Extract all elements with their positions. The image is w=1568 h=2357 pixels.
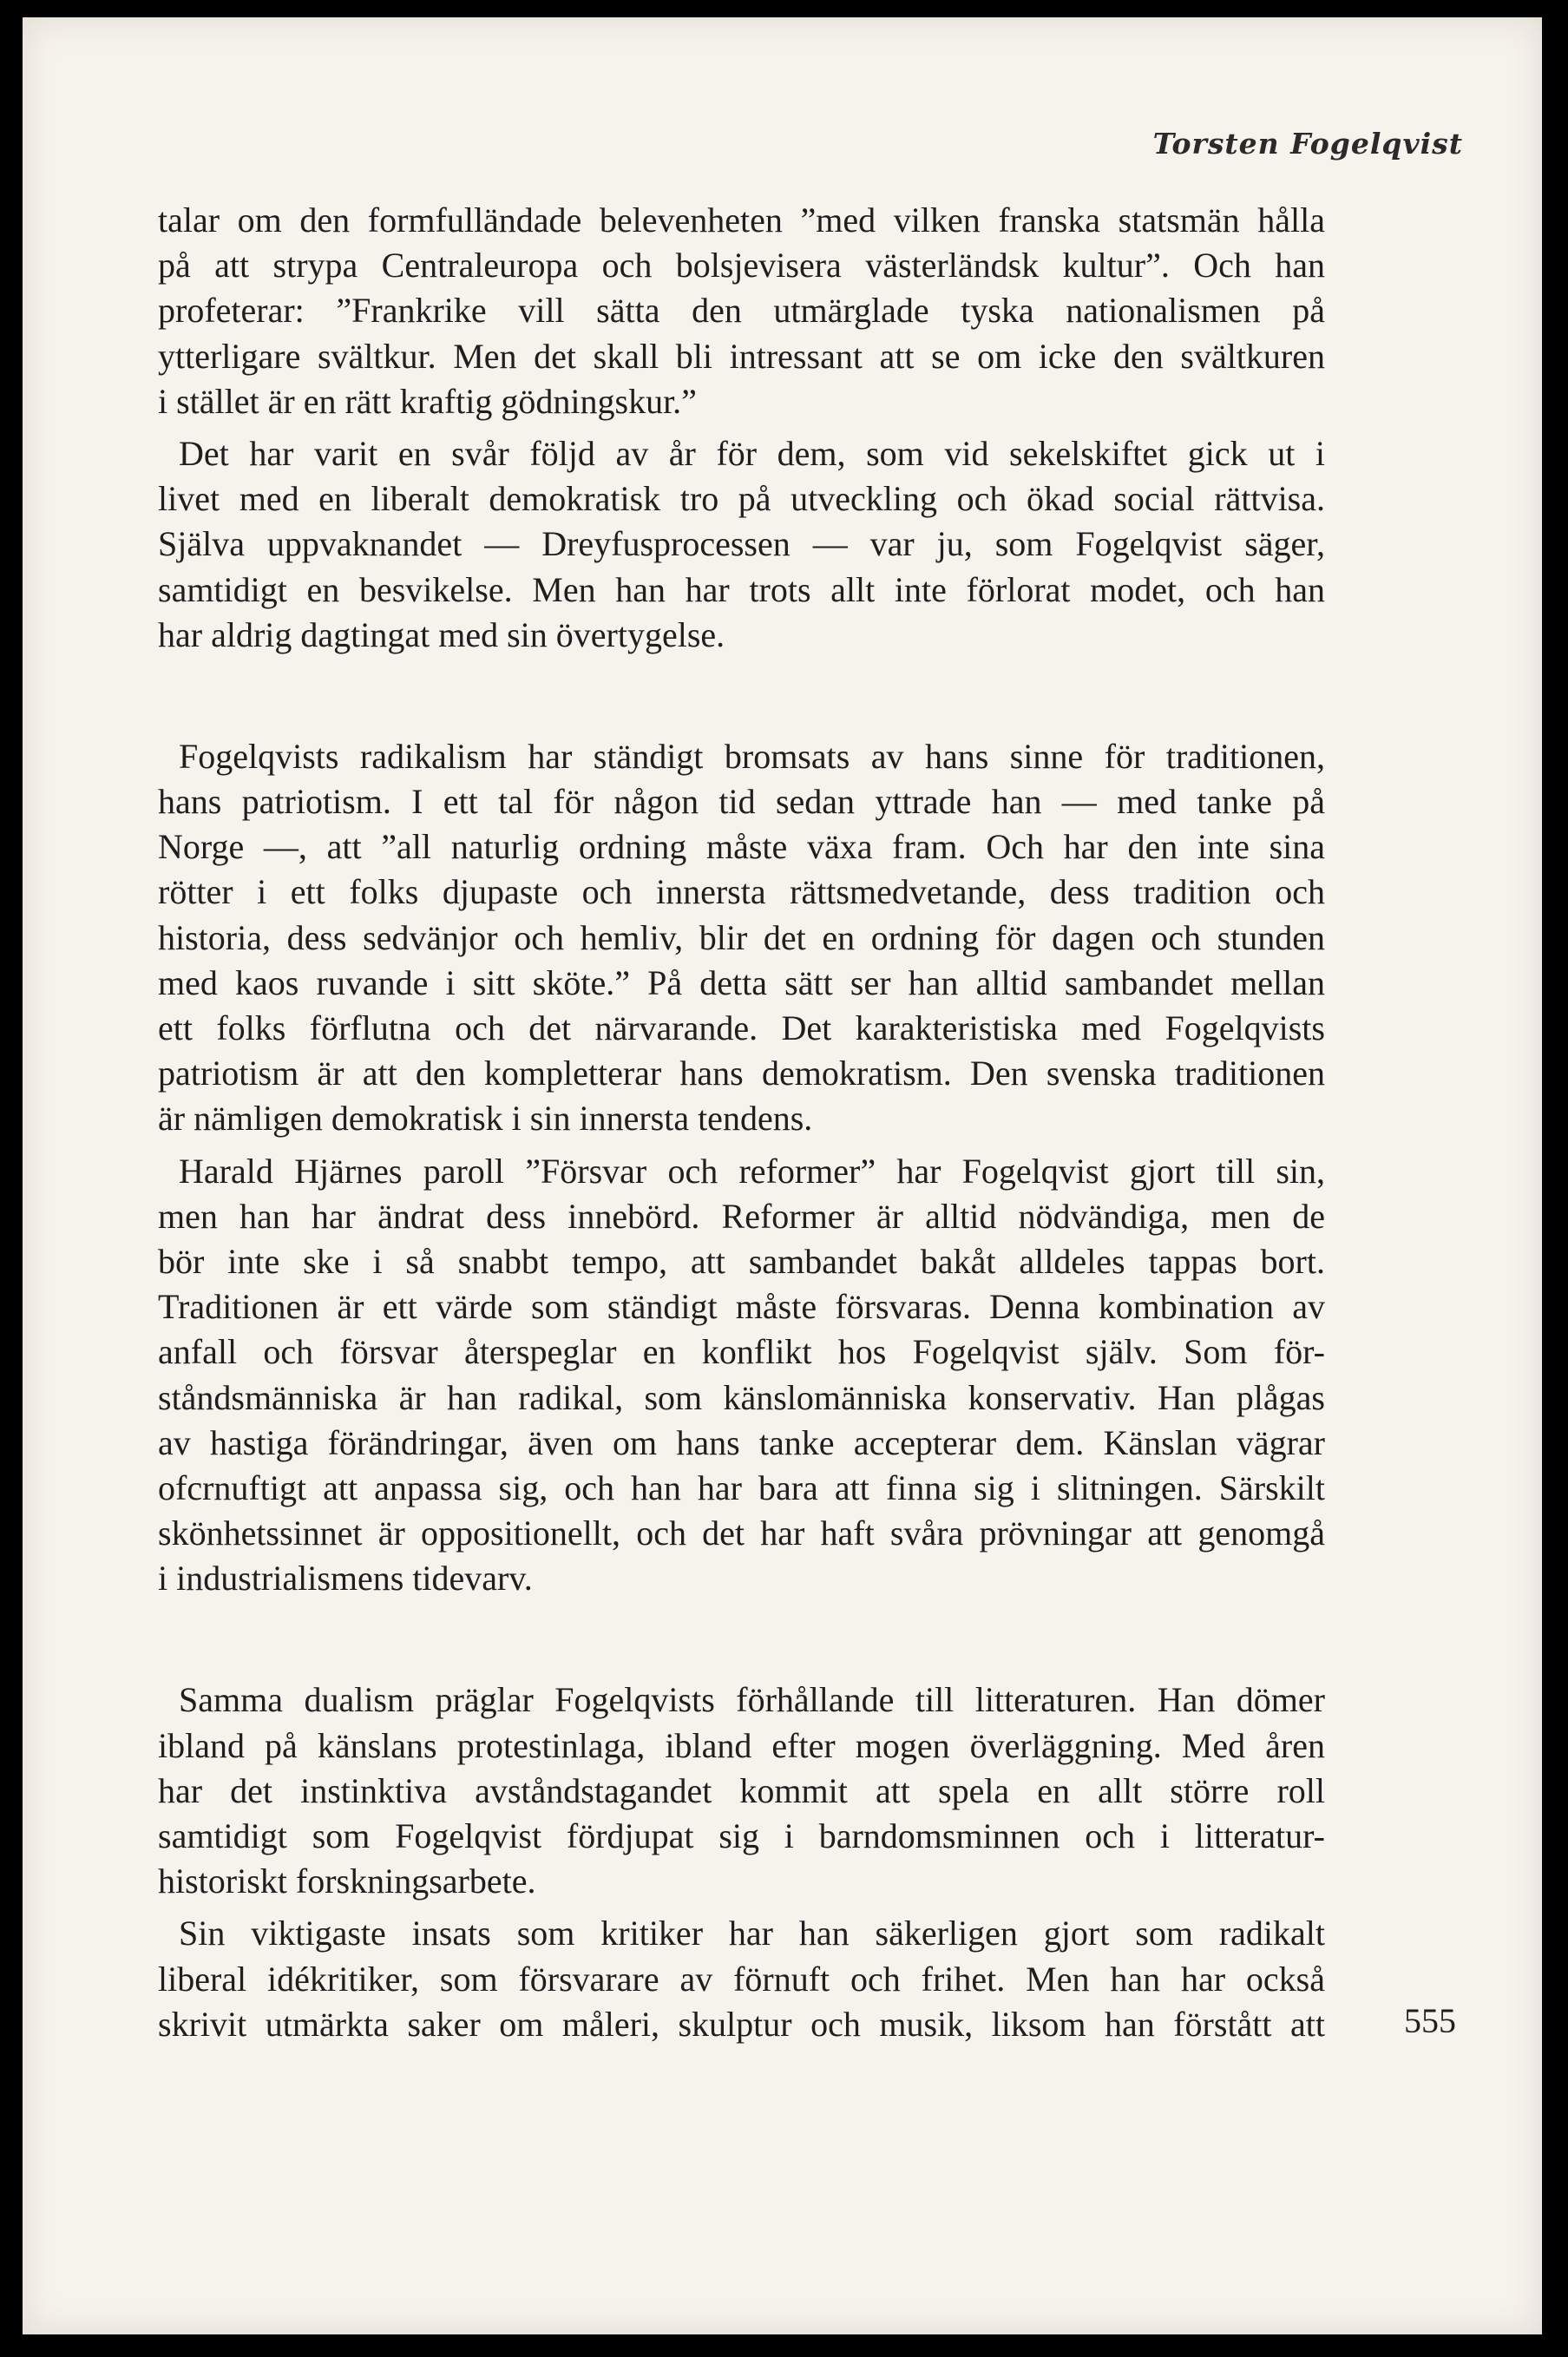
running-header: Torsten Fogelqvist bbox=[1152, 127, 1463, 161]
text-line: Harald Hjärnes paroll ”Försvar och reformer” har Fogelqvist gjort till sin, bbox=[179, 1151, 1325, 1191]
page-number: 555 bbox=[1404, 2001, 1456, 2040]
text-line: talar om den formfulländade belevenheten ”med vilken franska statsmän hålla bbox=[158, 200, 1325, 240]
text-line: historiskt forskningsarbete. bbox=[158, 1861, 536, 1901]
paragraph bbox=[158, 734, 1325, 1142]
text-line: patriotism är att den kompletterar hans demokratism. Den svenska traditionen bbox=[158, 1054, 1325, 1093]
text-line: samtidigt som Fogelqvist fördjupat sig i barndomsminnen och i litteratur- bbox=[158, 1816, 1325, 1855]
text-line: ett folks förflutna och det närvarande. Det karakteristiska med Fogelqvists bbox=[158, 1008, 1325, 1047]
text-line: Själva uppvaknandet — Dreyfusprocessen — var ju, som Fogelqvist säger, bbox=[158, 524, 1325, 564]
text-line: ibland på känslans protestinlaga, ibland efter mogen överläggning. Med åren bbox=[158, 1725, 1325, 1765]
text-line: livet med en liberalt demokratisk tro på utveckling och ökad social rättvisa. bbox=[158, 479, 1325, 519]
body-text bbox=[158, 198, 1325, 2047]
paragraph bbox=[158, 1149, 1325, 1602]
paragraph bbox=[158, 198, 1325, 424]
text-line: profeterar: ”Frankrike vill sätta den utmärglade tyska nationalismen på bbox=[158, 291, 1325, 331]
text-line: historia, dess sedvänjor och hemliv, blir det en ordning för dagen och stunden bbox=[158, 917, 1325, 957]
paragraph bbox=[158, 1911, 1325, 2047]
book-page bbox=[23, 17, 1542, 2334]
text-line: av hastiga förändringar, även om hans tanke accepterar dem. Känslan vägrar bbox=[158, 1422, 1325, 1462]
text-line: Samma dualism präglar Fogelqvists förhållande till litteraturen. Han dömer bbox=[179, 1680, 1325, 1720]
text-line: på att strypa Centraleuropa och bolsjevisera västerländsk kultur”. Och han bbox=[158, 246, 1325, 286]
text-line: ofcrnuftigt att anpassa sig, och han har bara att finna sig i slitningen. Särskilt bbox=[158, 1467, 1325, 1507]
text-line: i stället är en rätt kraftig gödningskur.” bbox=[158, 381, 697, 421]
text-line: hans patriotism. I ett tal för någon tid sedan yttrade han — med tanke på bbox=[158, 782, 1325, 822]
text-line: men han har ändrat dess innebörd. Reformer är alltid nödvändiga, men de bbox=[158, 1196, 1325, 1236]
text-line: bör inte ske i så snabbt tempo, att sambandet bakåt alldeles tappas bort. bbox=[158, 1241, 1325, 1281]
paragraph bbox=[158, 1677, 1325, 1904]
text-line: skönhetssinnet är oppositionellt, och det har haft svåra prövningar att genomgå bbox=[158, 1513, 1325, 1553]
text-line: i industrialismens tidevarv. bbox=[158, 1559, 533, 1599]
text-line: ståndsmänniska är han radikal, som känslomänniska konservativ. Han plågas bbox=[158, 1377, 1325, 1417]
text-line: rötter i ett folks djupaste och innersta rättsmedvetande, dess tradition och bbox=[158, 872, 1325, 912]
text-line: Fogelqvists radikalism har ständigt bromsats av hans sinne för traditionen, bbox=[179, 736, 1325, 776]
text-line: Sin viktigaste insats som kritiker har han säkerligen gjort som radikalt bbox=[179, 1914, 1325, 1953]
text-line: ytterligare svältkur. Men det skall bli intressant att se om icke den svältkuren bbox=[158, 336, 1325, 376]
text-line: med kaos ruvande i sitt sköte.” På detta sätt ser han alltid sambandet mellan bbox=[158, 962, 1325, 1002]
text-line: liberal idékritiker, som försvarare av förnuft och frihet. Men han har också bbox=[158, 1959, 1325, 1999]
text-line: har aldrig dagtingat med sin övertygelse. bbox=[158, 614, 725, 654]
text-line: skrivit utmärkta saker om måleri, skulptur och musik, liksom han förstått att bbox=[158, 2004, 1325, 2044]
text-line: anfall och försvar återspeglar en konflikt hos Fogelqvist själv. Som för- bbox=[158, 1332, 1325, 1372]
text-line: har det instinktiva avståndstagandet kommit att spela en allt större roll bbox=[158, 1770, 1325, 1810]
text-line: Norge —, att ”all naturlig ordning måste växa fram. Och har den inte sina bbox=[158, 827, 1325, 867]
text-line: är nämligen demokratisk i sin innersta tendens. bbox=[158, 1099, 813, 1139]
text-line: samtidigt en besvikelse. Men han har trots allt inte förlorat modet, och han bbox=[158, 569, 1325, 609]
text-line: Traditionen är ett värde som ständigt måste försvaras. Denna kombination av bbox=[158, 1287, 1325, 1327]
text-line: Det har varit en svår följd av år för dem, som vid sekelskiftet gick ut i bbox=[179, 433, 1325, 473]
paragraph bbox=[158, 431, 1325, 658]
